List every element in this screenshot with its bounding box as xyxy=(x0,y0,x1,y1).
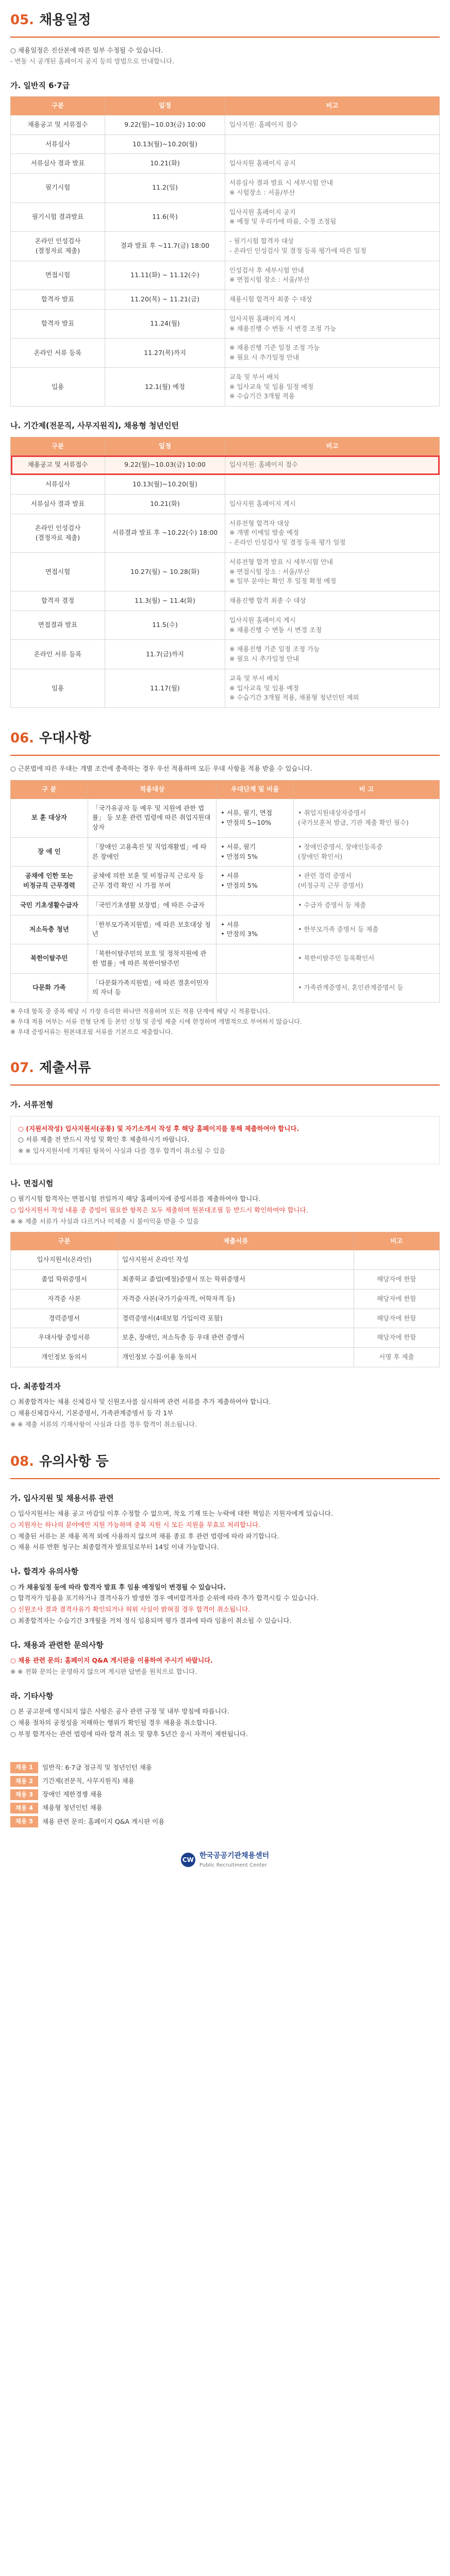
row-label: 서류심사 xyxy=(11,475,105,495)
table-row xyxy=(11,475,440,495)
row-note xyxy=(225,134,439,154)
box-line: ○ 서류 제출 전 반드시 작성 및 확인 후 제출하시기 바랍니다. xyxy=(18,1136,190,1144)
block-line: ○ 채용 서류 반환 청구는 최종합격자 발표일로부터 14일 이내 가능합니다. xyxy=(10,1543,219,1551)
pref-note: • 취업지원대상자증명서 (국가보훈처 발급, 기관 제출 확인 필수) xyxy=(294,799,440,837)
table-header: 비 고 xyxy=(294,780,440,799)
section-title: 우대사항 xyxy=(39,731,91,746)
doc-note: 서명 후 제출 xyxy=(354,1348,439,1367)
table-row xyxy=(11,1250,440,1270)
block-line: ○ 입사지원서 작성 내용 중 증빙이 필요한 항목은 모두 제출하며 원본대조필 등 반드시 확인하여야 합니다. xyxy=(10,1206,308,1214)
block-line: ○ 가 채용일정 등에 따라 합격자 발표 후 임용 예정일이 변경될 수 있습니다. xyxy=(10,1583,226,1591)
row-note: 서류심사 결과 발표 시 세부시험 안내 ※ 시험장소 : 서울/부산 xyxy=(225,174,439,203)
pref-note: • 한부모가족 증명서 등 제출 xyxy=(294,915,440,944)
table-row xyxy=(11,1309,440,1328)
table-header: 일정 xyxy=(105,437,225,455)
table-header: 구분 xyxy=(11,97,105,115)
row-note xyxy=(225,475,439,495)
block-line: ○ 최종합격자는 수습기간 3개월을 거쳐 정식 임용되며 평가 결과에 따라 임용이 취소될 수 있습니다. xyxy=(10,1616,292,1624)
block-line: ○ 부정 합격자는 관련 법령에 따라 합격 취소 및 향후 5년간 응시 자격이 제한됩니다. xyxy=(10,1730,248,1738)
row-note: 채용시험 합격자 최종 수 대상 xyxy=(225,290,439,310)
section-number: 07. xyxy=(10,1060,35,1076)
row-label: 면접결과 발표 xyxy=(11,611,105,640)
table-row xyxy=(11,973,440,1003)
doc-note: 해당자에 한함 xyxy=(354,1270,439,1290)
row-label: 서류심사 xyxy=(11,134,105,154)
table-row xyxy=(11,895,440,915)
section-05-intro xyxy=(10,46,440,66)
logo-subtitle: Public Recruitment Center xyxy=(199,1862,267,1868)
row-note: 채용진행 합격 최종 수 대상 xyxy=(225,591,439,611)
row-label: 합격자 발표 xyxy=(11,309,105,338)
subsection-title: 다. 채용과 관련한 문의사항 xyxy=(10,1640,104,1650)
section-number: 06. xyxy=(10,731,35,746)
subsection-b-title: 나. 기간제(전문직, 사무지원직), 채용형 청년인턴 xyxy=(10,421,179,430)
doc-note: 해당자에 한함 xyxy=(354,1309,439,1328)
pref-category: 공채에 인한 또는 비정규직 근무경력 xyxy=(11,867,88,896)
table-header: 비고 xyxy=(225,437,439,455)
row-note: ※ 채용진행 기준 일정 조정 가능 ※ 필요 시 추가일정 안내 xyxy=(225,640,439,669)
row-note: 입사지원: 홈페이지 접수 xyxy=(225,115,439,134)
table-header: 구분 xyxy=(11,437,105,455)
table-header: 일정 xyxy=(105,97,225,115)
row-date: 11.3(월) ~ 11.4(화) xyxy=(105,591,225,611)
block-line: ※ ※ 제출 서류의 기재사항이 사실과 다를 경우 합격이 취소됩니다. xyxy=(10,1420,440,1430)
table-header: 우대단계 및 비율 xyxy=(216,780,294,799)
row-note: 입사지원 홈페이지 공지 ※ 예정 및 우리가에 따름, 수정 조정됨 xyxy=(225,202,439,232)
pref-category: 보 훈 대상자 xyxy=(11,799,88,837)
table-row xyxy=(11,514,440,552)
pref-category: 국민 기초생활수급자 xyxy=(11,895,88,915)
intro-line: ○ 채용일정은 진산본에 따른 일부 수정될 수 있습니다. xyxy=(10,46,163,54)
pref-target: 「장애인 고용촉진 및 직업재활법」에 따른 장애인 xyxy=(88,837,216,867)
table-row xyxy=(11,309,440,338)
doc-item: 입사지원서 온라인 작성 xyxy=(118,1250,354,1270)
footer-tags xyxy=(10,1752,440,1837)
table-row xyxy=(11,1289,440,1309)
footer-tag-text: 기간제(전문직, 사무지원직) 채용 xyxy=(42,1776,135,1785)
block-line: ○ 입사지원서는 채용 공고 마감일 이후 수정할 수 없으며, 착오 기재 또는 누락에 대한 책임은 지원자에게 있습니다. xyxy=(10,1510,333,1517)
schedule-table-a xyxy=(10,96,440,406)
row-label: 입용 xyxy=(11,367,105,406)
row-label: 서류심사 결과 발표 xyxy=(11,494,105,514)
doc-item: 자격증 사본(국가기술자격, 어학자격 등) xyxy=(118,1289,354,1309)
pref-note: • 관련 경력 증명서 (비정규직 근무 증명서) xyxy=(294,867,440,896)
notice-block-c xyxy=(10,1656,440,1677)
row-date: 11.11(화) ~ 11.12(수) xyxy=(105,261,225,290)
block-line: ○ 채용신체검사서, 기본증명서, 가족관계증명서 등 각 1부 xyxy=(10,1409,174,1417)
row-date: 9.22(월)~10.03(금) 10:00 xyxy=(105,455,225,475)
row-date: 11.27(목)까지 xyxy=(105,338,225,368)
footer-tag: 채용 4 xyxy=(10,1803,38,1814)
schedule-table-b xyxy=(10,437,440,708)
table-header: 구분 xyxy=(11,1232,118,1250)
table-row xyxy=(11,915,440,944)
pref-category: 장 애 인 xyxy=(11,837,88,867)
row-label: 채용공고 및 서류접수 xyxy=(11,455,105,475)
table-row xyxy=(11,174,440,203)
row-date: 10.21(화) xyxy=(105,154,225,174)
table-row xyxy=(11,1270,440,1290)
footer-tag-text: 채용형 청년인턴 채용 xyxy=(42,1804,103,1812)
section-06-heading xyxy=(10,728,440,756)
block-line: ○ 최종합격자는 채용 신체검사 및 신원조사를 실시하며 관련 서류를 추가 제출하여야 합니다. xyxy=(10,1398,271,1406)
block-line: ○ 필기시험 합격자는 면접시험 전일까지 해당 홈페이지에 증빙서류를 제출하여야 합니다. xyxy=(10,1195,261,1203)
table-row xyxy=(11,134,440,154)
pref-rate: • 서류, 필기 • 만점의 5% xyxy=(216,837,294,867)
row-note: 교육 및 부서 배치 ※ 입사교육 및 임용 예정 ※ 수습기간 3개월 적용, 채용형 청년인턴 제외 xyxy=(225,669,439,707)
doc-note xyxy=(354,1250,439,1270)
block-line: ○ 지원자는 하나의 분야에만 지원 가능하며 중복 지원 시 모든 지원을 무효로 처리합니다. xyxy=(10,1520,261,1529)
doc-item: 경력증명서(4대보험 가입이력 포함) xyxy=(118,1309,354,1328)
table-row xyxy=(11,552,440,591)
table-row xyxy=(11,367,440,406)
section-05-heading xyxy=(10,10,440,38)
footer-tag: 채용 1 xyxy=(10,1762,38,1773)
section-title: 제출서류 xyxy=(39,1060,91,1076)
pref-target: 「국가유공자 등 예우 및 지원에 관한 법률」 등 보훈 관련 법령에 따른 취업지원대상자 xyxy=(88,799,216,837)
row-note: 입사지원 홈페이지 게시 ※ 채용진행 수 변동 시 변경 조정 xyxy=(225,611,439,640)
row-date: 11.6(목) xyxy=(105,202,225,232)
preference-notes xyxy=(10,1007,440,1037)
section-06-intro: ○ 근본법에 따른 우대는 개별 조건에 충족하는 경우 우선 적용하며 모든 우대 사항을 적용 받을 수 있습니다. xyxy=(10,765,312,772)
pref-rate xyxy=(216,944,294,974)
block-line: ○ 제출된 서류는 본 채용 목적 외에 사용하지 않으며 채용 종료 후 관련 법령에 따라 파기합니다. xyxy=(10,1532,279,1540)
table-row xyxy=(11,669,440,707)
subsection-title: 나. 면접시험 xyxy=(10,1178,54,1188)
row-note: 서류전형 합격자 대상 ※ 개별 이메일 발송 예정 - 온라인 인성검사 및 결정 등록 평가 일정 xyxy=(225,514,439,552)
row-date: 11.5(수) xyxy=(105,611,225,640)
table-row xyxy=(11,611,440,640)
row-note: 입사지원 홈페이지 게시 ※ 채용진행 수 변동 시 변경 조정 가능 xyxy=(225,309,439,338)
row-label: 채용공고 및 서류접수 xyxy=(11,115,105,134)
table-row xyxy=(11,640,440,669)
pref-rate: • 서류, 필기, 면접 • 만점의 5~10% xyxy=(216,799,294,837)
pref-rate: • 서류 • 만점의 3% xyxy=(216,915,294,944)
table-row xyxy=(11,867,440,896)
table-row xyxy=(11,494,440,514)
subsection-a-title: 가. 일반직 6·7급 xyxy=(10,80,70,90)
logo-name: 한국공공기관채용센터 xyxy=(199,1851,270,1860)
row-date: 11.24(월) xyxy=(105,309,225,338)
doc-item: 개인정보 수집·이용 동의서 xyxy=(118,1348,354,1367)
section-number: 08. xyxy=(10,1453,35,1469)
pref-rate xyxy=(216,895,294,915)
table-row xyxy=(11,338,440,368)
block-line: ※ ※ 전화 문의는 운영하지 않으며 게시판 답변을 원칙으로 합니다. xyxy=(10,1667,440,1677)
row-date: 결과 발표 후 ~11.7(금) 18:00 xyxy=(105,232,225,261)
block-line: ○ 신원조사 결과 결격사유가 확인되거나 허위 사실이 밝혀질 경우 합격이 취소됩니다. xyxy=(10,1605,251,1613)
section-07-heading xyxy=(10,1058,440,1086)
pref-target: 공채에 의한 보훈 및 비정규직 근로자 등 근무 경력 확인 시 가점 부여 xyxy=(88,867,216,896)
doc-note: 해당자에 한함 xyxy=(354,1328,439,1348)
footer-tag-text: 채용 관련 문의: 홈페이지 Q&A 게시판 이용 xyxy=(42,1817,165,1825)
row-date: 10.21(화) xyxy=(105,494,225,514)
pref-rate: • 서류 • 만점의 5% xyxy=(216,867,294,896)
logo-mark: CW xyxy=(181,1853,195,1867)
doc-item: 최종학교 졸업(예정)증명서 또는 학위증명서 xyxy=(118,1270,354,1290)
row-label: 온라인 인성검사 (결정자료 제출) xyxy=(11,232,105,261)
table-row xyxy=(11,944,440,974)
pref-category: 저소득층 청년 xyxy=(11,915,88,944)
table-row xyxy=(11,837,440,867)
row-note: 입사지원: 홈페이지 접수 xyxy=(225,455,439,475)
doc-category: 졸업 학위증명서 xyxy=(11,1270,118,1290)
footer-tag-row xyxy=(10,1776,440,1787)
block-line: ○ 합격자가 임용을 포기하거나 결격사유가 발생한 경우 예비합격자를 순위에 따라 추가 합격시킬 수 있습니다. xyxy=(10,1594,319,1602)
section-number: 05. xyxy=(10,12,35,28)
pref-note: • 수급자 증명서 등 제출 xyxy=(294,895,440,915)
table-row xyxy=(11,154,440,174)
block-line: ○ 채용 관련 문의: 홈페이지 Q&A 게시판을 이용하여 주시기 바랍니다. xyxy=(10,1656,213,1664)
note-line: ※ 우대 항목 중 중복 해당 시 가장 유리한 하나만 적용하며 모든 적용 단계에 해당 시 적용합니다. xyxy=(10,1007,440,1016)
doc-category: 자격증 사본 xyxy=(11,1289,118,1309)
subsection-title: 나. 합격자 유의사항 xyxy=(10,1567,79,1576)
footer-tag: 채용 5 xyxy=(10,1816,38,1827)
table-row xyxy=(11,591,440,611)
footer-tag-text: 장애인 제한경쟁 채용 xyxy=(42,1790,103,1798)
row-note: 입사지원 홈페이지 게시 xyxy=(225,494,439,514)
footer-tag-row xyxy=(10,1816,440,1827)
table-row xyxy=(11,799,440,837)
subsection-title: 다. 최종합격자 xyxy=(10,1381,61,1391)
row-note: - 필기시험 합격자 대상 - 온라인 인성검사 및 결정 등록 평가에 따른 일정 xyxy=(225,232,439,261)
row-label: 합격자 발표 xyxy=(11,290,105,310)
pref-note: • 장애인증명서, 장애인등록증 (장애인 확인서) xyxy=(294,837,440,867)
notice-block-b xyxy=(10,1583,440,1626)
row-date: 11.7(금)까지 xyxy=(105,640,225,669)
row-note: 서류전형 합격 발표 시 세부시험 안내 ※ 면접시험 장소 : 서울/부산 ※ 일부 분야는 확인 후 일정 확정 예정 xyxy=(225,552,439,591)
block-line: ※ ※ 제출 서류가 사실과 다르거나 미제출 시 불이익을 받을 수 있음 xyxy=(10,1217,440,1227)
footer-tag-text: 일반직: 6·7급 정규직 및 청년인턴 채용 xyxy=(42,1763,153,1771)
subsection-title: 라. 기타사항 xyxy=(10,1691,54,1701)
pref-target: 「한부모가족지원법」에 따른 보호대상 청년 xyxy=(88,915,216,944)
table-header: 비고 xyxy=(354,1232,439,1250)
doc-category: 입사지원서(온라인) xyxy=(11,1250,118,1270)
document-block-c xyxy=(10,1397,440,1429)
box-line: ○ (지원서작성) 입사지원서(공통) 및 자기소개서 작성 후 해당 홈페이지를 통해 제출하여야 합니다. xyxy=(18,1124,299,1132)
pref-target: 「북한이탈주민의 보호 및 정착지원에 관한 법률」에 따른 북한이탈주민 xyxy=(88,944,216,974)
section-title: 유의사항 등 xyxy=(39,1453,109,1469)
footer-logo xyxy=(10,1851,440,1869)
row-label: 임용 xyxy=(11,669,105,707)
block-line: ○ 채용 절차의 공정성을 저해하는 행위가 확인될 경우 채용을 취소합니다. xyxy=(10,1718,217,1726)
document-box-a xyxy=(10,1116,440,1164)
doc-note: 해당자에 한함 xyxy=(354,1289,439,1309)
doc-category: 경력증명서 xyxy=(11,1309,118,1328)
pref-note: • 북한이탈주민 등록확인서 xyxy=(294,944,440,974)
section-title: 채용일정 xyxy=(39,12,91,28)
note-line: ※ 우대 적용 여부는 서류 전형 단계 등 본인 신청 및 증빙 제출 시에 한정하며 개별적으로 부여하지 않습니다. xyxy=(10,1017,440,1026)
row-date: 10.13(월)~10.20(월) xyxy=(105,134,225,154)
footer-tag-row xyxy=(10,1762,440,1773)
table-row xyxy=(11,455,440,475)
row-date: 11.2(일) xyxy=(105,174,225,203)
table-row xyxy=(11,202,440,232)
table-row xyxy=(11,1348,440,1367)
footer-tag-row xyxy=(10,1789,440,1800)
row-label: 필기시험 결과발표 xyxy=(11,202,105,232)
section-08-heading xyxy=(10,1452,440,1479)
footer-tag-row xyxy=(10,1803,440,1814)
row-label: 면접시험 xyxy=(11,552,105,591)
row-label: 온라인 인성검사 (결정자료 제출) xyxy=(11,514,105,552)
table-row xyxy=(11,115,440,134)
table-header: 비고 xyxy=(225,97,439,115)
row-date: 11.17(월) xyxy=(105,669,225,707)
note-line: ※ 우대 증빙서류는 원본대조필 서류를 기본으로 제출합니다. xyxy=(10,1027,440,1037)
table-row xyxy=(11,1328,440,1348)
pref-category: 다문화 가족 xyxy=(11,973,88,1003)
row-date: 9.22(월)~10.03(금) 10:00 xyxy=(105,115,225,134)
row-note: 인성검사 후 세부시험 안내 ※ 면접시험 장소 : 서울/부산 xyxy=(225,261,439,290)
row-label: 합격자 결정 xyxy=(11,591,105,611)
doc-category: 우대사항 증빙서류 xyxy=(11,1328,118,1348)
box-line: ※ ※ 입사지원서에 기재된 항목이 사실과 다를 경우 합격이 취소될 수 있음 xyxy=(18,1146,432,1156)
table-row xyxy=(11,261,440,290)
document-block-b xyxy=(10,1194,440,1226)
row-date: 서류결과 발표 후 ~10.22(수) 18:00 xyxy=(105,514,225,552)
block-line: ○ 본 공고문에 명시되지 않은 사항은 공사 관련 규정 및 내부 방침에 따릅니다. xyxy=(10,1707,229,1715)
preference-table xyxy=(10,780,440,1003)
table-row xyxy=(11,232,440,261)
pref-target: 「국민기초생활 보장법」에 따른 수급자 xyxy=(88,895,216,915)
table-header: 구 분 xyxy=(11,780,88,799)
doc-category: 개인정보 동의서 xyxy=(11,1348,118,1367)
row-date: 10.13(월)~10.20(월) xyxy=(105,475,225,495)
notice-block-a xyxy=(10,1509,440,1552)
notice-block-d xyxy=(10,1707,440,1739)
row-date: 11.20(목) ~ 11.21(금) xyxy=(105,290,225,310)
row-date: 12.1(월) 예정 xyxy=(105,367,225,406)
intro-line: - 변동 시 공개된 홈페이지 공지 등의 방법으로 안내합니다. xyxy=(10,57,174,65)
row-label: 서류심사 결과 발표 xyxy=(11,154,105,174)
row-label: 면접시험 xyxy=(11,261,105,290)
row-label: 온라인 서류 등록 xyxy=(11,640,105,669)
row-label: 필기시험 xyxy=(11,174,105,203)
row-note: ※ 채용진행 기준 일정 조정 가능 ※ 필요 시 추가일정 안내 xyxy=(225,338,439,368)
doc-item: 보훈, 장애인, 저소득층 등 우대 관련 증명서 xyxy=(118,1328,354,1348)
pref-category: 북한이탈주민 xyxy=(11,944,88,974)
row-date: 10.27(월) ~ 10.28(화) xyxy=(105,552,225,591)
row-label: 온라인 서류 등록 xyxy=(11,338,105,368)
subsection-title: 가. 입사지원 및 채용서류 관련 xyxy=(10,1493,114,1503)
table-header: 제출서류 xyxy=(118,1232,354,1250)
documents-table xyxy=(10,1232,440,1367)
footer-tag: 채용 3 xyxy=(10,1789,38,1800)
pref-target: 「다문화가족지원법」에 따른 결혼이민자의 자녀 등 xyxy=(88,973,216,1003)
pref-note: • 가족관계증명서, 혼인관계증명서 등 xyxy=(294,973,440,1003)
subsection-title: 가. 서류전형 xyxy=(10,1100,54,1109)
row-note: 교육 및 부서 배치 ※ 입사교육 및 임용 일정 예정 ※ 수습기간 3개월 적용 xyxy=(225,367,439,406)
footer-tag: 채용 2 xyxy=(10,1776,38,1787)
table-header: 적용대상 xyxy=(88,780,216,799)
pref-rate xyxy=(216,973,294,1003)
table-row xyxy=(11,290,440,310)
row-note: 입사지원 홈페이지 공지 xyxy=(225,154,439,174)
